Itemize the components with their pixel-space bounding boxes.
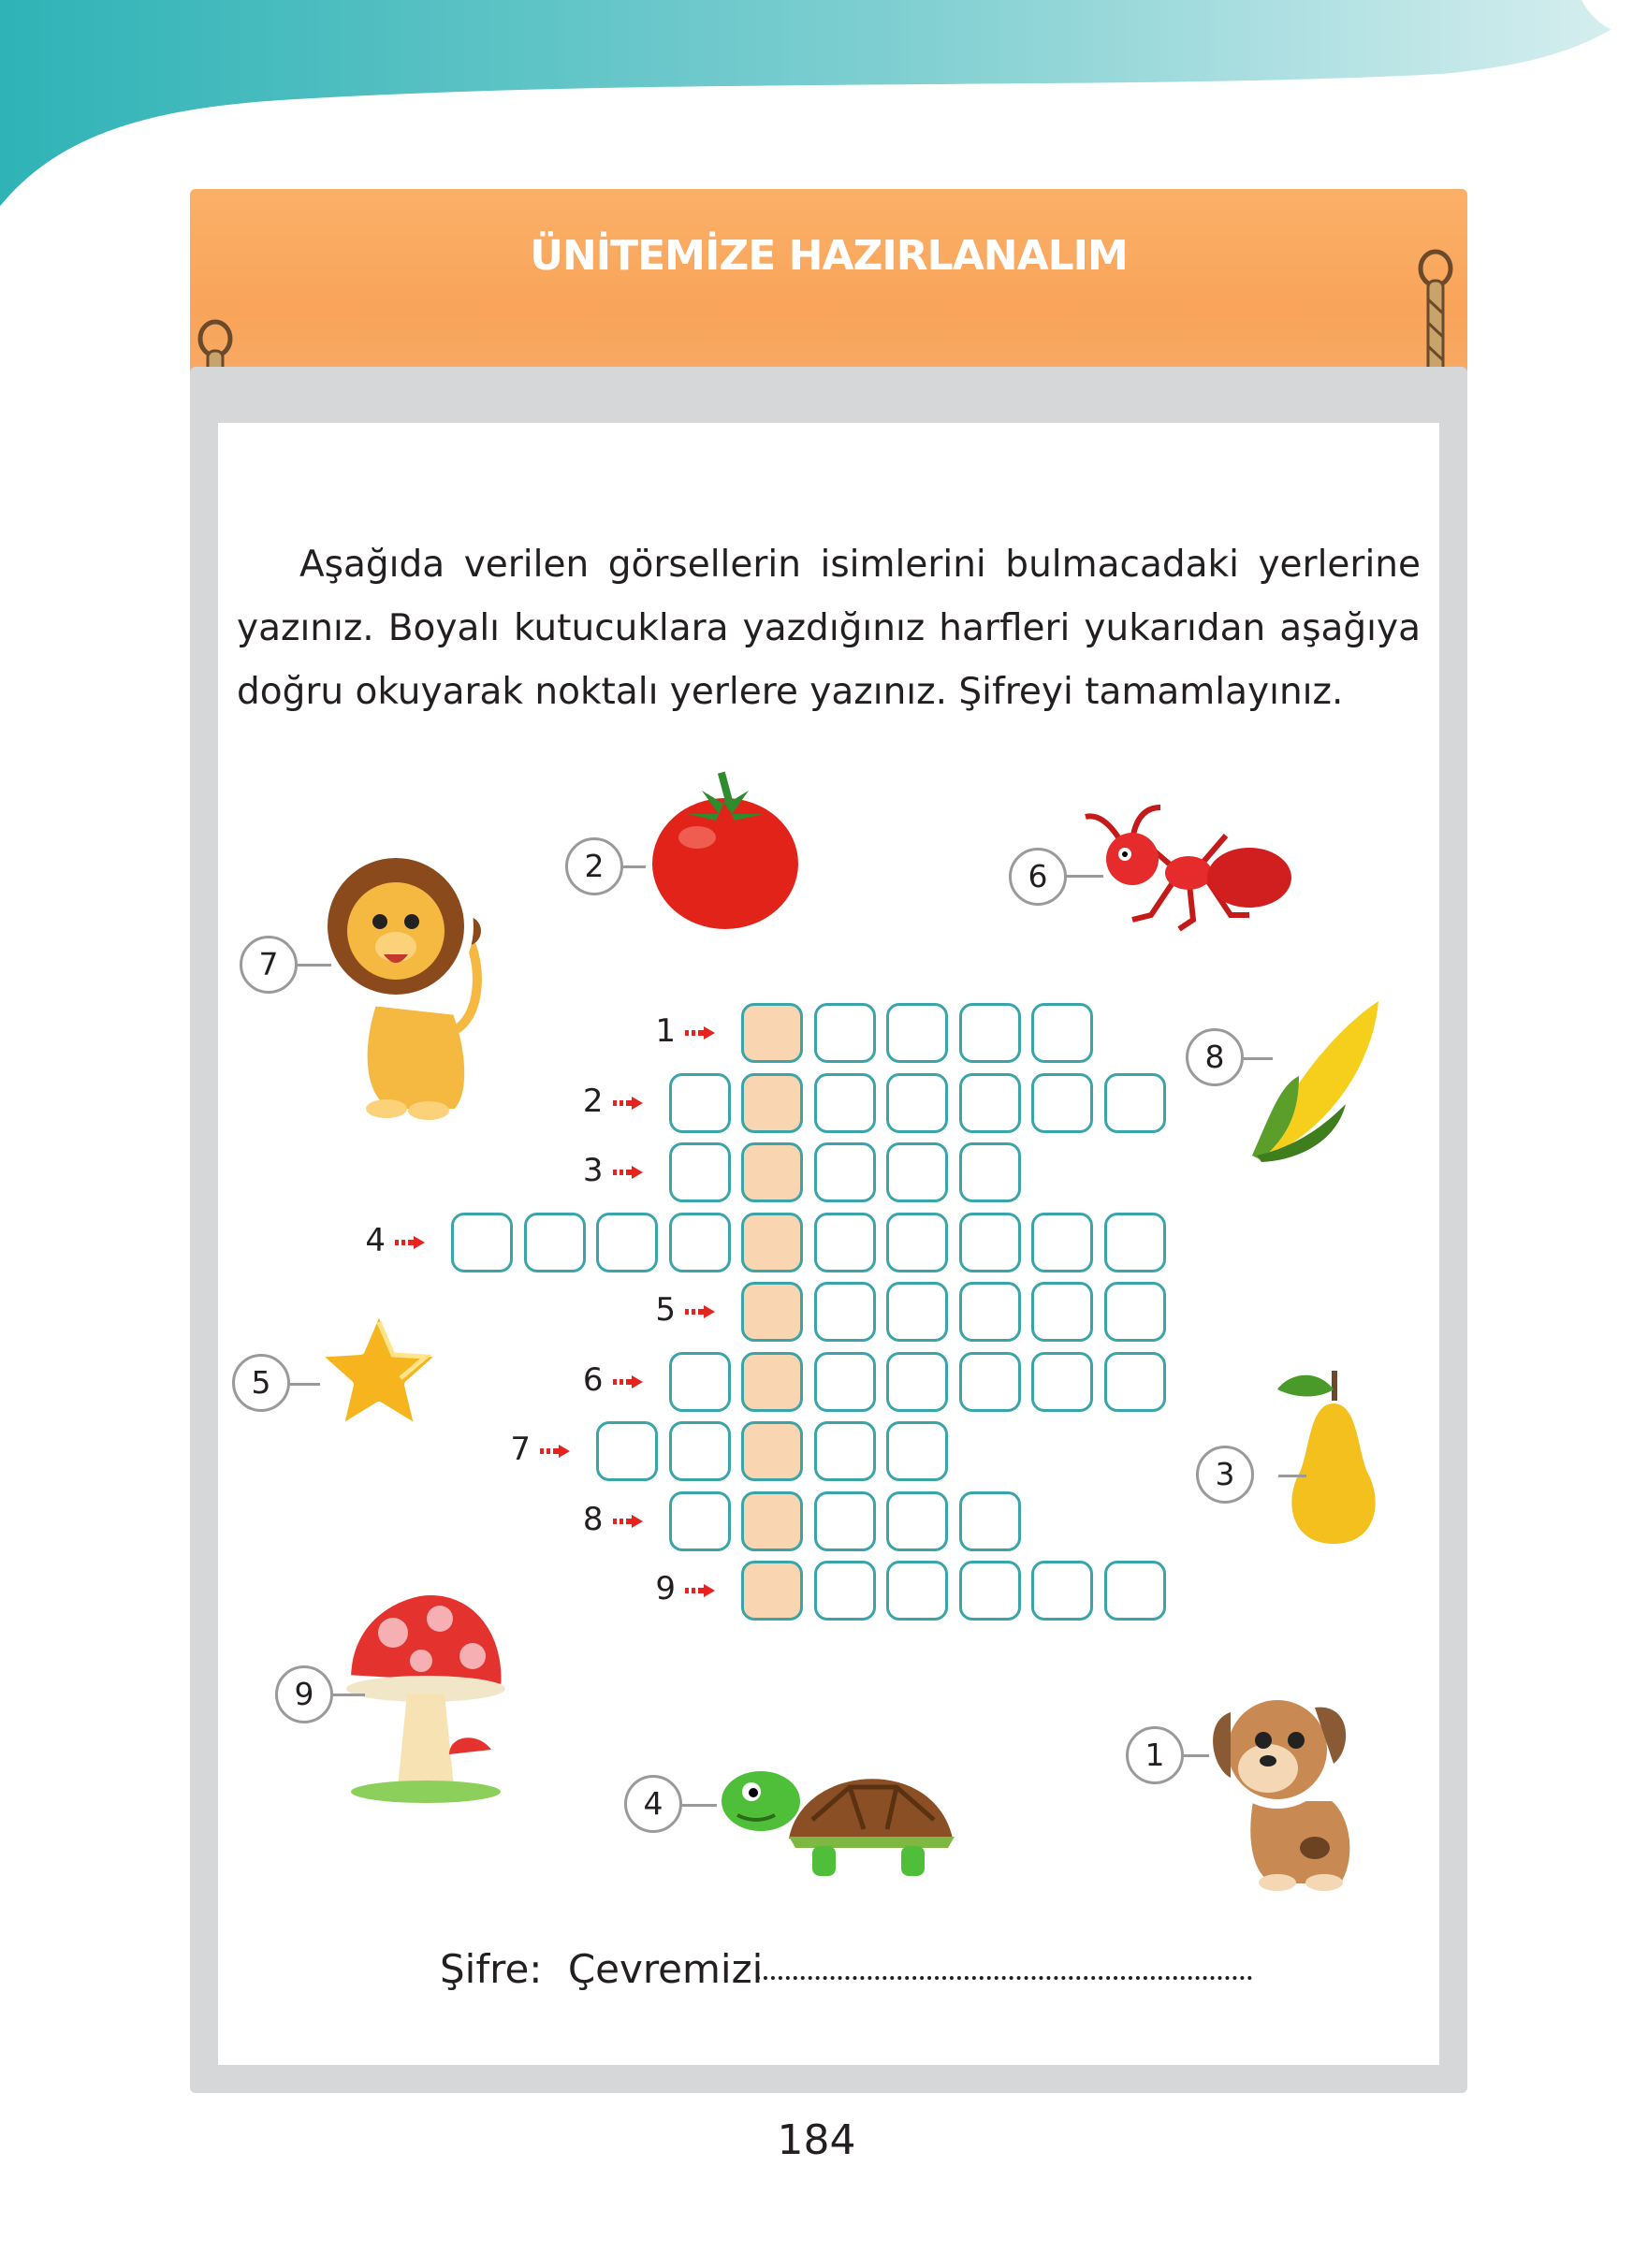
row-number-label: 4 (365, 1221, 386, 1259)
mushroom-icon (337, 1586, 515, 1810)
crossword-cell[interactable] (669, 1491, 731, 1551)
row-number-label: 3 (582, 1152, 604, 1189)
picture-badge-5: 5 (232, 1354, 290, 1412)
tomato-icon (636, 763, 814, 940)
badge-line-1 (1181, 1754, 1209, 1757)
picture-badge-2: 2 (565, 837, 623, 895)
page-title: ÜNİTEMİZE HAZIRLANALIM (530, 232, 1128, 280)
arrow-right-icon (685, 1305, 715, 1318)
puppy-icon (1193, 1675, 1380, 1899)
crossword-cell[interactable] (596, 1421, 658, 1481)
row-number-label: 8 (582, 1500, 604, 1538)
crossword-cell[interactable] (814, 1421, 876, 1481)
picture-badge-8: 8 (1186, 1028, 1244, 1086)
crossword-cell[interactable] (814, 1003, 876, 1063)
arrow-right-icon (613, 1166, 643, 1179)
row-number-label: 6 (582, 1360, 604, 1399)
arrow-right-icon (395, 1236, 425, 1249)
crossword-cell[interactable] (814, 1142, 876, 1202)
crossword-cell[interactable] (1031, 1073, 1093, 1133)
badge-line-8 (1241, 1057, 1273, 1060)
key-cell[interactable] (741, 1421, 803, 1481)
crossword-cell[interactable] (814, 1491, 876, 1551)
badge-line-6 (1064, 875, 1103, 878)
crossword-cell[interactable] (1031, 1003, 1093, 1063)
arrow-right-icon (613, 1375, 643, 1388)
crossword-cell[interactable] (596, 1213, 658, 1272)
crossword-cell[interactable] (1104, 1073, 1166, 1133)
crossword-cell[interactable] (1031, 1213, 1093, 1272)
arrow-right-icon (685, 1026, 715, 1040)
crossword-cell[interactable] (669, 1073, 731, 1133)
crossword-cell[interactable] (959, 1073, 1021, 1133)
crossword-cell[interactable] (959, 1142, 1021, 1202)
crossword-cell[interactable] (1031, 1352, 1093, 1412)
crossword-cell[interactable] (959, 1003, 1021, 1063)
picture-badge-1: 1 (1126, 1726, 1184, 1784)
crossword-cell[interactable] (886, 1352, 948, 1412)
badge-line-7 (296, 964, 331, 967)
crossword-cell[interactable] (959, 1561, 1021, 1621)
corn-icon (1233, 982, 1402, 1170)
badge-line-2 (620, 865, 646, 868)
picture-badge-7: 7 (240, 936, 298, 994)
ant-icon (1067, 803, 1301, 943)
crossword-cell[interactable] (669, 1352, 731, 1412)
crossword-cell[interactable] (1031, 1561, 1093, 1621)
answer-label: Şifre: (440, 1946, 543, 1992)
row-number-label: 1 (655, 1012, 676, 1050)
crossword-cell[interactable] (886, 1073, 948, 1133)
crossword-cell[interactable] (1104, 1213, 1166, 1272)
answer-line (440, 1946, 763, 1992)
key-cell[interactable] (741, 1142, 803, 1202)
star-icon (304, 1299, 454, 1444)
lion-icon (316, 842, 494, 1123)
crossword-cell[interactable] (1104, 1561, 1166, 1621)
instructions-text: Aşağıda verilen görsellerin isimlerini bulmacadaki yerlerine yazınız. Boyalı kutucuklara yazdığınız harfleri yukarıdan aşağıya doğru okuyarak noktalı yerlere yazınız. Şifreyi tamamlayınız. (237, 544, 1421, 713)
badge-line-3 (1278, 1475, 1306, 1477)
picture-badge-9: 9 (275, 1665, 333, 1723)
arrow-right-icon (685, 1584, 715, 1597)
key-cell[interactable] (741, 1073, 803, 1133)
badge-line-5 (286, 1383, 320, 1386)
badge-line-4 (679, 1804, 717, 1807)
picture-badge-4: 4 (624, 1775, 682, 1833)
crossword-cell[interactable] (1031, 1282, 1093, 1342)
crossword-cell[interactable] (959, 1491, 1021, 1551)
crossword-cell[interactable] (886, 1491, 948, 1551)
crossword-cell[interactable] (959, 1213, 1021, 1272)
row-number-label: 5 (655, 1291, 676, 1329)
crossword-cell[interactable] (451, 1213, 513, 1272)
crossword-cell[interactable] (959, 1352, 1021, 1412)
crossword-cell[interactable] (814, 1282, 876, 1342)
crossword-cell[interactable] (814, 1073, 876, 1133)
picture-badge-6: 6 (1009, 848, 1067, 906)
crossword-cell[interactable] (524, 1213, 586, 1272)
crossword-cell[interactable] (886, 1142, 948, 1202)
crossword-cell[interactable] (1104, 1282, 1166, 1342)
key-cell[interactable] (741, 1282, 803, 1342)
arrow-right-icon (613, 1097, 643, 1110)
picture-badge-3: 3 (1196, 1446, 1254, 1504)
title-banner (190, 189, 1467, 393)
crossword-cell[interactable] (959, 1282, 1021, 1342)
key-cell[interactable] (741, 1213, 803, 1272)
row-number-label: 9 (655, 1570, 676, 1607)
arrow-right-icon (613, 1515, 643, 1528)
crossword-cell[interactable] (886, 1282, 948, 1342)
crossword-cell[interactable] (886, 1003, 948, 1063)
crossword-cell[interactable] (886, 1213, 948, 1272)
badge-line-9 (331, 1694, 365, 1696)
answer-prefix: Çevremizi (567, 1946, 764, 1992)
crossword-cell[interactable] (669, 1421, 731, 1481)
page-number: 184 (777, 2116, 856, 2164)
turtle-icon (709, 1736, 971, 1895)
crossword-cell[interactable] (814, 1213, 876, 1272)
arrow-right-icon (540, 1445, 570, 1458)
answer-blank[interactable] (756, 1976, 1252, 1980)
crossword-cell[interactable] (669, 1142, 731, 1202)
key-cell[interactable] (741, 1352, 803, 1412)
crossword-cell[interactable] (814, 1561, 876, 1621)
key-cell[interactable] (741, 1003, 803, 1063)
key-cell[interactable] (741, 1561, 803, 1621)
pear-icon (1259, 1361, 1404, 1558)
crossword-cell[interactable] (669, 1213, 731, 1272)
row-number-label: 7 (510, 1431, 531, 1468)
crossword-cell[interactable] (886, 1561, 948, 1621)
row-number-label: 2 (582, 1082, 604, 1120)
crossword-cell[interactable] (886, 1421, 948, 1481)
crossword-cell[interactable] (814, 1352, 876, 1412)
crossword-cell[interactable] (1104, 1352, 1166, 1412)
key-cell[interactable] (741, 1491, 803, 1551)
